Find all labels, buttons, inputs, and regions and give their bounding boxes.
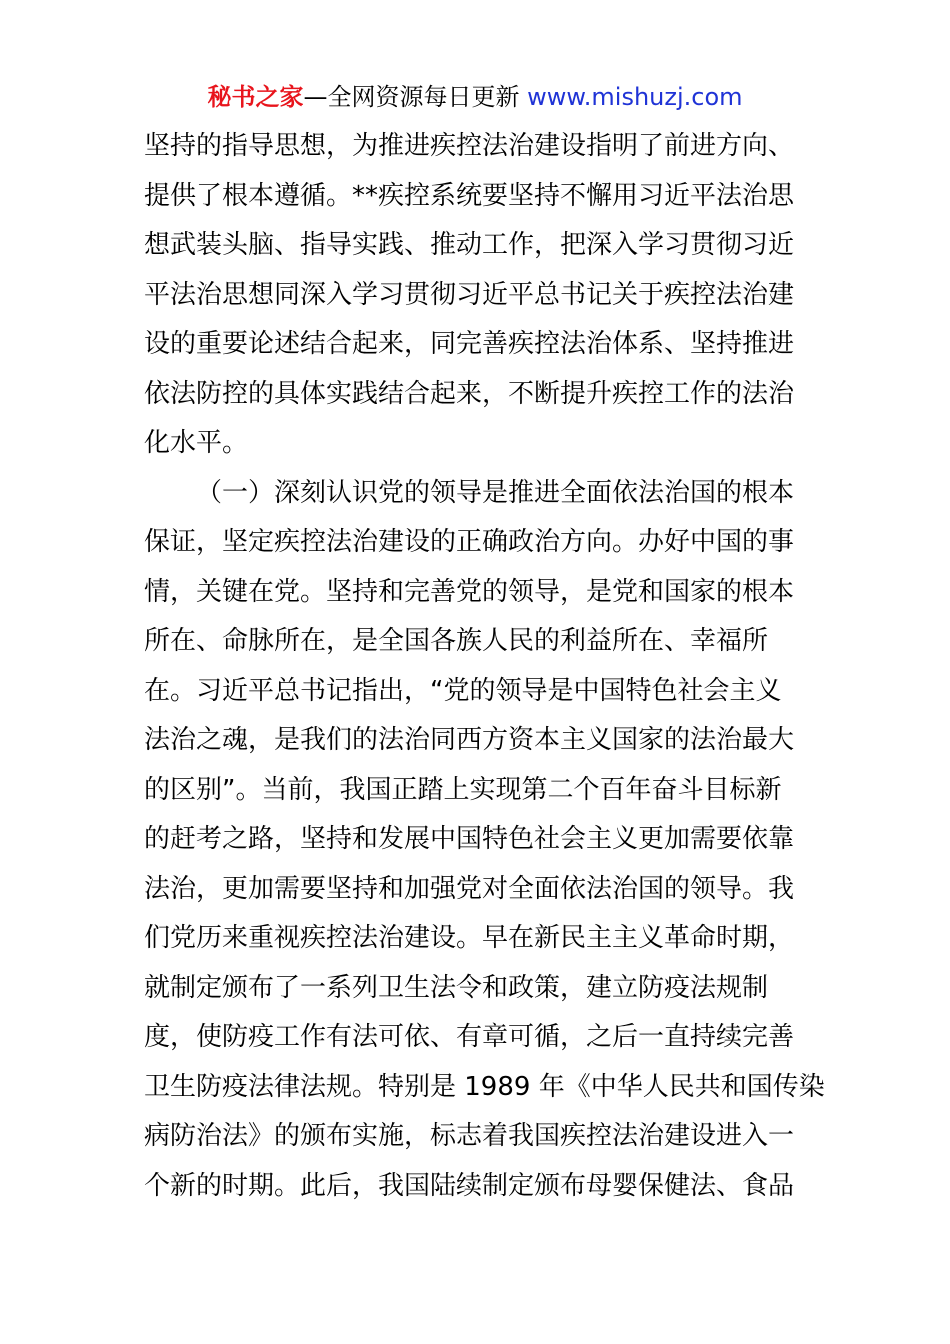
text-line: 提供了根本遵循。**疾控系统要坚持不懈用习近平法治思 [144, 180, 795, 211]
text-line: 的赶考之路，坚持和发展中国特色社会主义更加需要依靠 [144, 824, 795, 854]
text-line: 平法治思想同深入学习贯彻习近平总书记关于疾控法治建 [144, 279, 795, 310]
site-brand: 秘书之家 [207, 83, 304, 111]
text-line: 度，使防疫工作有法可依、有章可循，之后一直持续完善 [144, 1022, 795, 1052]
text-line: 依法防控的具体实践结合起来，不断提升疾控工作的法治 [144, 378, 795, 409]
paragraph-2 [144, 469, 825, 1212]
text-line: 化水平。 [144, 428, 249, 458]
text-line: 情，关键在党。坚持和完善党的领导，是党和国家的根本 [144, 576, 795, 607]
text-line: 法治，更加需要坚持和加强党对全面依法治国的领导。我 [144, 873, 795, 904]
text-line: 法治之魂，是我们的法治同西方资本主义国家的法治最大 [144, 725, 795, 755]
text-line: 们党历来重视疾控法治建设。早在新民主主义革命时期， [144, 923, 795, 953]
text-line: 卫生防疫法律法规。特别是 1989 年《中华人民共和国传染 [144, 1071, 825, 1102]
text-line: 所在、命脉所在，是全国各族人民的利益所在、幸福所 [144, 626, 769, 656]
site-url[interactable]: www.mishuzj.com [527, 83, 743, 111]
document-body [144, 122, 825, 1211]
text-line: 病防治法》的颁布实施，标志着我国疾控法治建设进入一 [144, 1121, 795, 1151]
text-line: 的区别”。当前，我国正踏上实现第二个百年奋斗目标新 [144, 774, 782, 805]
text-line: 想武装头脑、指导实践、推动工作，把深入学习贯彻习近 [144, 230, 795, 260]
text-line: 就制定颁布了一系列卫生法令和政策，建立防疫法规制 [144, 972, 769, 1003]
text-line: 个新的时期。此后，我国陆续制定颁布母婴保健法、食品 [144, 1170, 795, 1201]
site-tagline: —全网资源每日更新 [303, 83, 528, 111]
text-line: 在。习近平总书记指出，“党的领导是中国特色社会主义 [144, 675, 782, 706]
text-line: 保证，坚定疾控法治建设的正确政治方向。办好中国的事 [144, 527, 795, 557]
site-header [0, 80, 950, 114]
text-line: 设的重要论述结合起来，同完善疾控法治体系、坚持推进 [144, 329, 795, 359]
text-line: 坚持的指导思想，为推进疾控法治建设指明了前进方向、 [144, 131, 795, 161]
paragraph-1 [144, 122, 814, 469]
text-line-first: （一）深刻认识党的领导是推进全面依法治国的根本 [196, 477, 795, 508]
